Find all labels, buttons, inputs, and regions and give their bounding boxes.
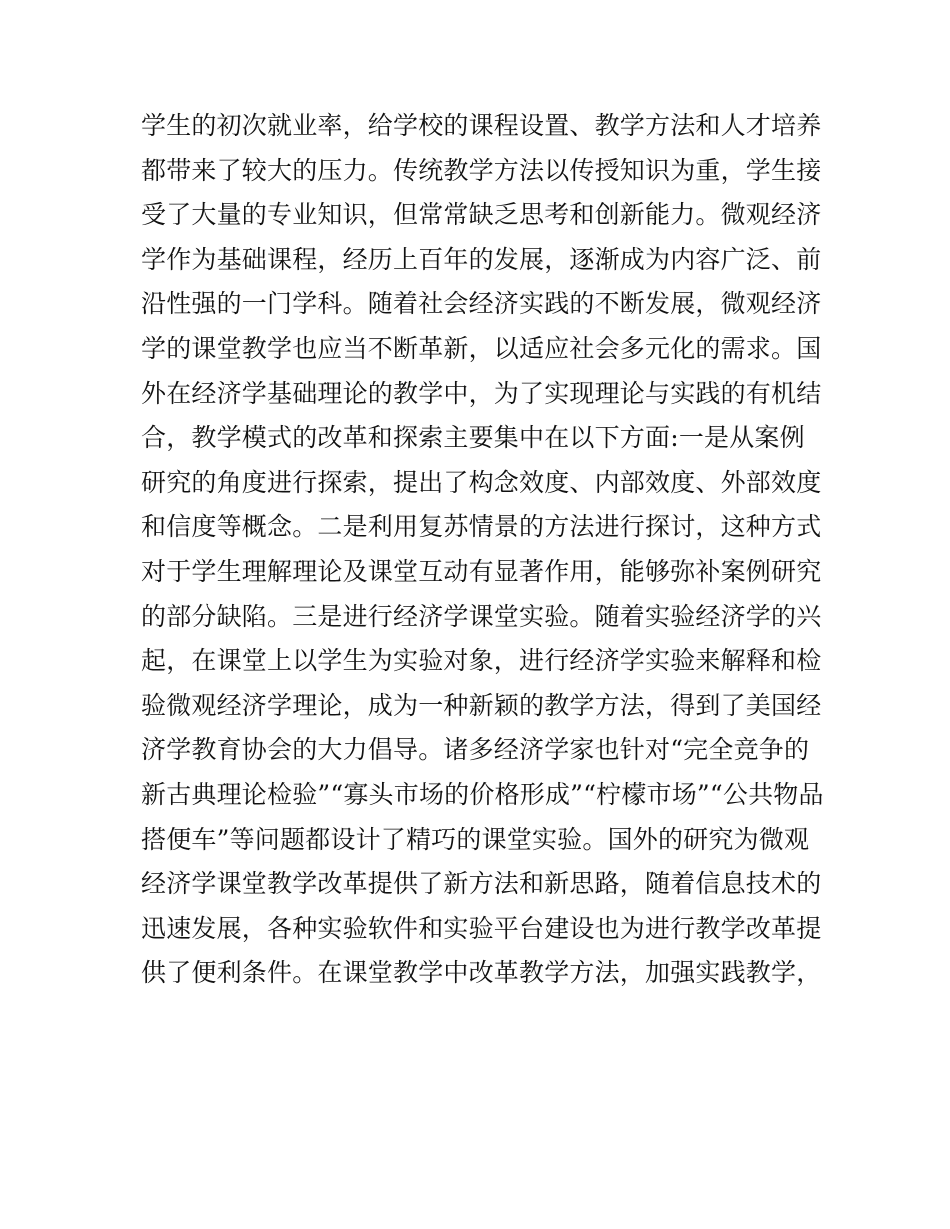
text-line-10: 和信度等概念。二是利用复苏情景的方法进行探讨，这种方式 [141,512,822,542]
text-line-19: 迅速发展，各种实验软件和实验平台建设也为进行教学改革提 [141,913,822,943]
text-line-2: 都带来了较大的压力。传统教学方法以传授知识为重，学生接 [141,155,822,185]
text-line-11: 对于学生理解理论及课堂互动有显著作用，能够弥补案例研究 [141,556,822,586]
text-line-1: 学生的初次就业率，给学校的课程设置、教学方法和人才培养 [141,111,822,140]
text-line-12: 的部分缺陷。三是进行经济学课堂实验。随着实验经济学的兴 [141,601,822,631]
text-line-9: 研究的角度进行探索，提出了构念效度、内部效度、外部效度 [141,467,822,497]
text-line-8: 合，教学模式的改革和探索主要集中在以下方面:一是从案例 [141,423,805,453]
text-line-14: 验微观经济学理论，成为一种新颖的教学方法，得到了美国经 [141,690,822,720]
text-line-6: 学的课堂教学也应当不断革新，以适应社会多元化的需求。国 [141,333,822,363]
text-line-13: 起，在课堂上以学生为实验对象，进行经济学实验来解释和检 [141,646,822,676]
text-line-3: 受了大量的专业知识，但常常缺乏思考和创新能力。微观经济 [141,200,822,230]
text-line-16: 新古典理论检验”“寡头市场的价格形成”“柠檬市场”“公共物品 [141,779,824,809]
text-line-20: 供了便利条件。在课堂教学中改革教学方法，加强实践教学， [141,958,822,988]
body-paragraph [141,104,824,996]
text-line-18: 经济学课堂教学改革提供了新方法和新思路，随着信息技术的 [141,869,822,899]
text-line-4: 学作为基础课程，经历上百年的发展，逐渐成为内容广泛、前 [141,244,822,274]
text-line-17: 搭便车”等问题都设计了精巧的课堂实验。国外的研究为微观 [141,824,810,854]
text-line-7: 外在经济学基础理论的教学中，为了实现理论与实践的有机结 [141,378,822,408]
text-line-15: 济学教育协会的大力倡导。诸多经济学家也针对“完全竞争的 [141,735,810,765]
text-line-5: 沿性强的一门学科。随着社会经济实践的不断发展，微观经济 [141,289,822,319]
